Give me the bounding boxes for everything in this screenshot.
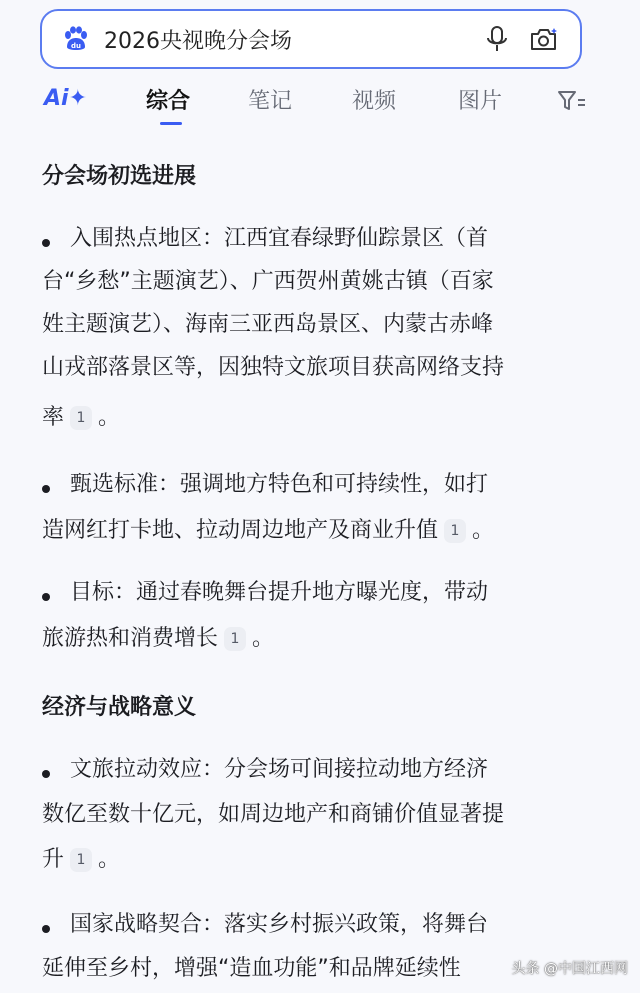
section-title: 经济与战略意义 [42,695,197,720]
bullet-line: 入围热点地区：江西宜春绿野仙踪景区（首 [70,226,489,251]
bullet-tail: 。 [472,518,495,543]
tab-videos[interactable]: 视频 [352,89,397,114]
microphone-icon[interactable] [484,24,510,54]
bullet-tail: 。 [252,626,275,651]
bullet-text: 旅游热和消费增长 [42,626,219,651]
bullet-line-last [42,626,274,652]
camera-icon[interactable] [528,24,560,54]
tab-bar [0,80,640,126]
citation-badge[interactable]: 1 [224,627,246,651]
bullet-line: 目标：通过春晚舞台提升地方曝光度，带动 [70,580,489,605]
list-item [42,576,602,656]
bullet-text: 率 [42,405,65,430]
bullet-dot [42,770,50,778]
search-bar[interactable] [40,9,582,69]
baidu-paw-icon [60,24,90,54]
list-item [42,222,602,442]
citation-badge[interactable]: 1 [444,519,466,543]
bullet-line: 台“乡愁”主题演艺）、广西贺州黄姚古镇（百家 [42,269,494,294]
filter-icon[interactable] [556,88,586,114]
bullet-dot [42,925,50,933]
bullet-line: 文旅拉动效应：分会场可间接拉动地方经济 [70,757,489,782]
bullet-line: 数亿至数十亿元，如周边地产和商铺价值显著提 [42,802,505,827]
watermark: 头条 @中国江西网 [511,961,628,977]
bullet-dot [42,239,50,247]
bullet-line: 国家战略契合：落实乡村振兴政策，将舞台 [70,912,489,937]
bullet-line-last [42,518,494,544]
tab-notes[interactable]: 笔记 [248,89,293,114]
bullet-text: 造网红打卡地、拉动周边地产及商业升值 [42,518,439,543]
bullet-tail: 。 [98,847,121,872]
bullet-line: 姓主题演艺）、海南三亚西岛景区、内蒙古赤峰 [42,312,494,337]
tab-ai[interactable]: Ai✦ [44,86,88,111]
tab-images[interactable]: 图片 [458,89,503,114]
bullet-dot [42,485,50,493]
bullet-line: 山戎部落景区等，因独特文旅项目获高网络支持 [42,355,505,380]
bullet-line: 延伸至乡村，增强“造血功能”和品牌延续性 [42,956,461,981]
search-input[interactable]: 2026央视晚分会场 [104,28,292,54]
section-title: 分会场初选进展 [42,164,197,189]
bullet-tail: 。 [98,405,121,430]
svg-text:du: du [71,42,81,50]
active-tab-indicator [160,122,182,125]
list-item [42,468,602,548]
list-item [42,908,602,993]
bullet-text: 升 [42,847,65,872]
bullet-line-last [42,847,120,873]
bullet-line-last [42,405,120,431]
citation-badge[interactable]: 1 [70,848,92,872]
tab-comprehensive[interactable]: 综合 [146,89,191,114]
list-item [42,753,602,883]
bullet-line: 甄选标准：强调地方特色和可持续性，如打 [70,472,489,497]
citation-badge[interactable]: 1 [70,406,92,430]
bullet-dot [42,593,50,601]
